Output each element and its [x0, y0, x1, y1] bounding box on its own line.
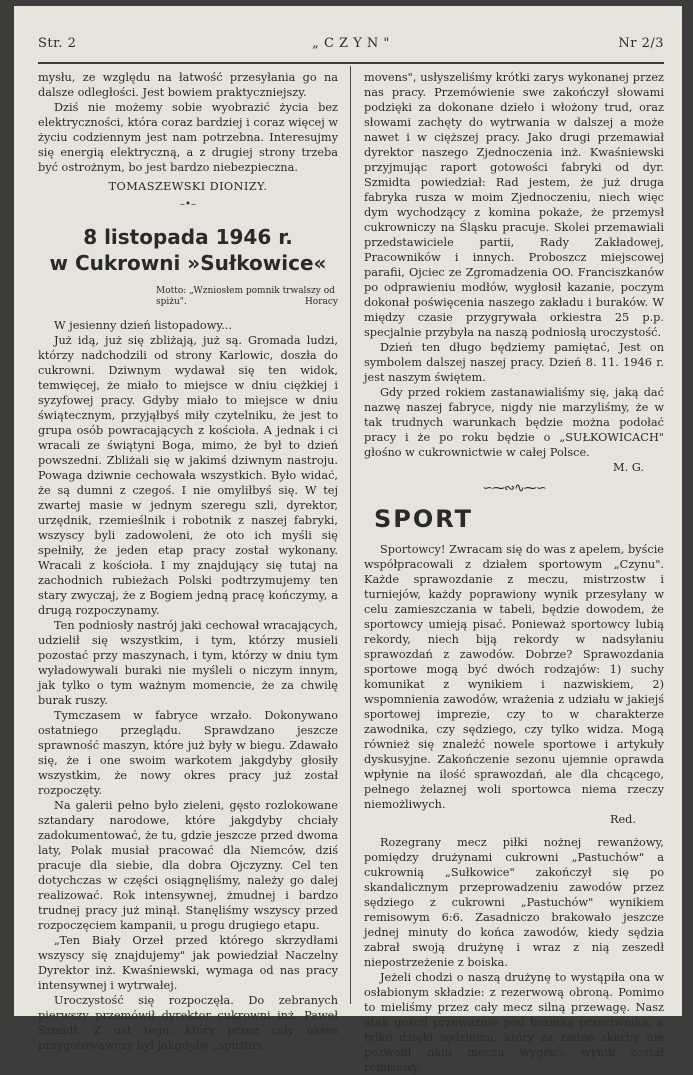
article-paragraph: W jesienny dzień listopadowy...: [54, 319, 233, 332]
article-paragraph: Tymczasem w fabryce wrzało. Dokonywano ostatniego przeglądu. Sprawdzano jeszcze sprawność maszyn, które już były w biegu. Zdawało się, że i one swoim warkotem jakgdyby głosiły wszystkim, że nowy okres pracy już został rozpoczęty.: [38, 709, 338, 797]
header-rule: [38, 62, 664, 64]
section-heading-sport: SPORT: [374, 505, 474, 533]
swirl-ornament: ∽⁓∾∿⁓∽: [482, 481, 546, 496]
article-title: [38, 224, 338, 276]
motto-source: Horacy: [304, 297, 338, 307]
right-column: [364, 70, 664, 1075]
article-paragraph: Dzień ten długo będziemy pamiętać, Jest on symbolem dalszej naszej pracy. Dzień 8. 11. 1946 r. jest naszym świętem.: [364, 341, 664, 384]
article-paragraph: Uroczystość się rozpoczęła. Do zebranych pierwszy przemówił dyrektor cukrowni inż. Paweł Szmidt. Z ust tego, który przez cały okres przygotowawczy był jakgdyby „spiritus: [38, 994, 338, 1052]
publication-title: „ C Z Y N ": [312, 36, 390, 51]
article-title-line: 8 listopada 1946 r.: [83, 225, 293, 249]
ornament-divider: –•–: [180, 199, 196, 210]
page-number: Str. 2: [38, 36, 77, 51]
motto-text: Motto: „Wzniosłem pomnik trwalszy od spiżu".: [156, 286, 335, 307]
article-paragraph: Gdy przed rokiem zastanawialiśmy się, jaką dać nazwę naszej fabryce, nigdy nie marzyliśmy, że w tak trudnych warunkach będzie można podołać pracy i że po roku będzie o „SUŁKOWICACH" głośno w cukrownictwie w całej Polsce.: [364, 386, 664, 459]
article-paragraph: Na galerii pełno było zieleni, gęsto rozlokowane sztandary narodowe, które jakgdyby chciały zadokumentować, że tu, gdzie jeszcze przed dwoma laty, Polak musiał pracować dla Niemców, dziś pracuje dla siebie, dla dobra Ojczyzny. Cel ten dotychczas w części osiągnęliśmy, należy go dalej realizować. Rok intensywnej, żmudnej i bardzo trudnej pracy już minął. Stanęliśmy wszyscy przed rozpoczęciem kampanii, u progu drugiego etapu.: [38, 799, 338, 932]
intro-paragraph: Dziś nie możemy sobie wyobrazić życia bez elektryczności, która coraz bardziej i coraz więcej w życiu codziennym jest nam potrzebna. Interesujmy się energią elektryczną, a z drugiej strony trzeba być ostrożnym, bo jest bardzo niebezpieczna.: [38, 101, 338, 174]
sport-paragraph: Sportowcy! Zwracam się do was z apelem, byście współpracowali z działem sportowym „Czynu". Każde sprawozdanie z meczu, mistrzostw i turniejów, każdy poprawiony wynik przesyłany w celu zamieszczania w tabeli, będzie dowodem, że sportowcy umieją pisać. Ponieważ sportowcy lubią rekordy, niech biją rekordy w nadsyłaniu sprawozdań z zawodów. Dobrze? Sprawozdania sportowe mogą być dwóch rodzajów: 1) suchy komunikat z wynikiem i nazwiskiem, 2) wspomnienia zawodów, wrażenia z udziału w jakiejś sportowej imprezie, czy to w charakterze zawodnika, czy sędziego, czy tylko widza. Mogą również się znaleźć nowele sportowe i artykuły dyskusyjne. Zakończenie sezonu ujemnie oprawda wpłynie na ilość sprawozdań, ale dla chcącego, pełnego żelaznej woli sportowca niema rzeczy niemożliwych.: [364, 543, 664, 811]
article-paragraph: movens", usłyszeliśmy krótki zarys wykonanej przez nas pracy. Przemówienie swe zakończył słowami podzięki za dokonane dzieło i włożony trud, oraz słowami zachęty do wytrwania w dalszej a może nawet i w cięższej pracy. Jako drugi przemawiał dyrektor naszego Zjednoczenia inż. Kwaśniewski przyjmując raport gotowości fabryki od dyr. Szmidta powiedział: Rad jestem, że już druga fabryka rusza w moim Zjednoczeniu, niech więc dym wychodzący z komina pokaże, że przemysł cukrowniczy na Śląsku pracuje. Skolei przemawiali przedstawiciele partii, Rady Zakładowej, Pracowników i innych. Proboszcz miejscowej parafii, Ojciec ze Zgromadzenia OO. Franciszkanów po odprawieniu modłów, wygłosił kazanie, poczym dokonał poświęcenia naszego zakładu i buraków. W między czasie przygrywała orkiestra 25 p.p. specjalnie przybyła na naszą podniosłą uroczystość.: [364, 71, 664, 339]
match-report-paragraph: Jeżeli chodzi o naszą drużynę to wystąpiła ona w osłabionym składzie: z rezerwową obroną. Pomimo to mieliśmy przez cały mecz silną przewagę. Nasz atak gościł przeważnie pod bramką przeciwnika, a tylko dzięki sędziemu, który za żadne skarby nie pozwolił nam meczu wygrać, wynik został remisowy.: [364, 971, 664, 1074]
match-report-paragraph: Rozegrany mecz piłki nożnej rewanżowy, pomiędzy drużynami cukrowni „Pastuchów" a cukrownią „Sułkowice" zakończył się po skandalicznym przeprowadzeniu zawodów przez sędziego z cukrowni „Pastuchów" wynikiem remisowym 6:6. Zasadniczo brakowało jeszcze jednej minuty do końca zawodów, kiedy sędzia zabrał swoją drużynę i wraz z nią zeszedł niepostrzeżenie z boiska.: [364, 836, 664, 969]
article-paragraph: Już idą, już się zbliżają, już są. Gromada ludzi, którzy nadchodzili od strony Karlowic, doszła do cukrowni. Dziwnym wydawał się ten widok, temwięcej, że miało to miejsce w dniu ciężkiej i syzyfowej pracy. Gdyby miało to miejsce w dniu świątecznym, przyjąłbyś miły czytelniku, że jest to grupa osób powracających z kościoła. A jednak i ci wracali ze świątyni Boga, mimo, że był to dzień powszedni. Zbliżali się w jakimś dziwnym nastroju. Powaga dziwnie cechowała wszystkich. Było widać, że są dumni z czegoś. I nie omyliłbyś się. W tej zwartej masie w jednym szeregu szli, dyrektor, urzędnik, rzemieślnik i robotnik z naszej fabryki, wszyscy byli zadowoleni, że oto ich myśli się spełniły, że jeden etap pracy został wykonany. Wracali z kościoła. I my znajdujący się tutaj na zachodnich rubieżach Polski podtrzymujemy ten stary zwyczaj, że z Bogiem jedną pracę kończymy, a drugą rozpoczynamy.: [38, 334, 338, 617]
article-signature: M. G.: [613, 461, 644, 474]
newspaper-page: [14, 6, 682, 1074]
page-header: [38, 36, 664, 58]
intro-paragraph: mysłu, ze względu na łatwość przesyłania go na dalsze odległości. Jest bowiem praktyczniejszy.: [38, 71, 338, 99]
motto: [38, 286, 338, 308]
article-paragraph: Ten podniosły nastrój jaki cechował wracających, udzielił się wszystkim, i tym, którzy musieli pozostać przy maszynach, i tym, którzy w dniu tym wyładowywali buraki nie myśleli o niczym innym, jak tylko o tym ważnym momencie, że za chwilę burak ruszy.: [38, 619, 338, 707]
left-column: [38, 70, 338, 1053]
article-paragraph: „Ten Biały Orzeł przed którego skrzydłami wszyscy się znajdujemy" jak powiedział Naczelny Dyrektor inż. Kwaśniewski, wymaga od nas pracy intensywnej i wytrwałej.: [38, 934, 338, 992]
column-divider: [350, 66, 351, 1004]
issue-number: Nr 2/3: [618, 36, 664, 51]
editor-signature: Red.: [609, 813, 636, 826]
author-signature: TOMASZEWSKI DIONIZY.: [108, 180, 268, 193]
article-title-line: w Cukrowni »Sułkowice«: [49, 251, 327, 275]
